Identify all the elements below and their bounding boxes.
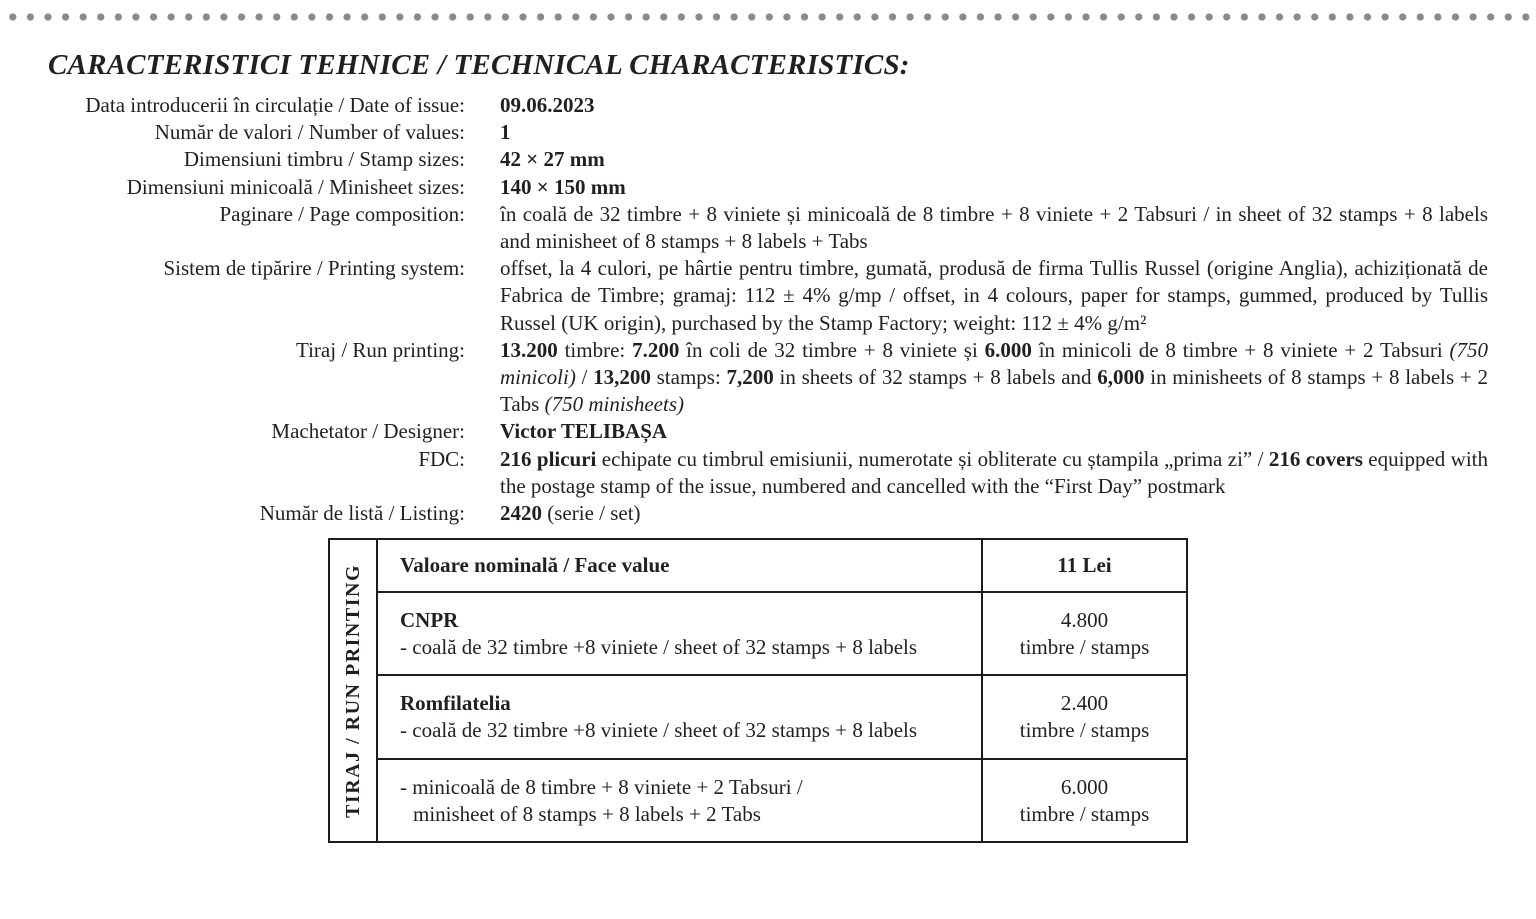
row-description-cell	[378, 760, 981, 841]
row-org-name: Romfilatelia	[400, 691, 511, 715]
row-description-line1: - minicoală de 8 timbre + 8 viniete + 2 Tabsuri /	[400, 774, 803, 799]
table-row-romfilatelia	[378, 676, 1186, 760]
field-row-page-composition	[0, 201, 1492, 255]
field-row-minisheet-sizes	[0, 174, 1492, 201]
field-label: FDC:	[418, 446, 465, 471]
field-row-designer	[0, 418, 1492, 445]
row-quantity-cell	[981, 593, 1186, 674]
table-row-cnpr	[378, 593, 1186, 676]
field-row-fdc	[0, 446, 1492, 500]
row-description-cell	[378, 593, 981, 674]
field-value: 42 × 27 mm	[500, 147, 605, 172]
row-description-line2: minisheet of 8 stamps + 8 labels + 2 Tabs	[413, 801, 761, 826]
field-label: Data introducerii în circulație / Date of issue:	[85, 93, 465, 117]
field-label: Sistem de tipărire / Printing system:	[163, 256, 465, 281]
field-row-stamp-sizes	[0, 146, 1492, 173]
table-vertical-header-cell	[330, 540, 378, 841]
row-description-cell	[378, 676, 981, 758]
field-value: 140 × 150 mm	[500, 174, 626, 199]
field-row-date-of-issue	[0, 92, 1492, 119]
field-row-printing-system	[0, 255, 1492, 337]
table-header-row	[378, 540, 1186, 593]
dotted-separator	[0, 10, 1536, 24]
page-title: CARACTERISTICI TEHNICE / TECHNICAL CHARACTERISTICS:	[48, 49, 910, 81]
row-quantity: 2.400	[1060, 691, 1109, 715]
row-description: - coală de 32 timbre +8 viniete / sheet of 32 stamps + 8 labels	[400, 634, 918, 659]
field-value: 13.200 timbre: 7.200 în coli de 32 timbre + 8 viniete și 6.000 în minicoli de 8 timbre + 8 viniete + 2 Tabsuri (750 minicoli) / 13,200 stamps: 7,200 in sheets of 32 stamps + 8 labels and 6,000 in minisheets of 8 stamps + 8 labels + 2 Tabs (750 minisheets)	[500, 337, 1488, 417]
table-row-minisheet	[378, 760, 1186, 841]
field-label: Tiraj / Run printing:	[296, 337, 465, 362]
row-description: - coală de 32 timbre +8 viniete / sheet of 32 stamps + 8 labels	[400, 718, 918, 742]
field-value: offset, la 4 culori, pe hârtie pentru timbre, gumată, produsă de firma Tullis Russel (origine Anglia), achiziționată de Fabrica de Timbre; gramaj: 112 ± 4% g/mp / offset, in 4 colours, paper for stamps, gummed, produced by Tullis Russel (UK origin), purchased by the Stamp Factory; weight: 112 ± 4% g/m²	[500, 256, 1488, 335]
row-quantity: 4.800	[1060, 607, 1109, 632]
row-unit: timbre / stamps	[1019, 801, 1150, 826]
field-value: 216 plicuri echipate cu timbrul emisiunii, numerotate și obliterate cu ștampila „prima zi” / 216 covers equipped with the postage stamp of the issue, numbered and cancelled with the “First Day” postmark	[500, 446, 1488, 498]
face-value-amount-cell: 11 Lei	[981, 540, 1186, 591]
field-row-number-of-values	[0, 119, 1492, 146]
field-value: 09.06.2023	[500, 93, 595, 117]
field-row-listing	[0, 500, 1492, 527]
field-label: Număr de valori / Number of values:	[154, 120, 465, 145]
row-unit: timbre / stamps	[1019, 634, 1150, 659]
technical-fields	[0, 92, 1492, 527]
row-org-name: CNPR	[400, 607, 459, 632]
field-label: Machetator / Designer:	[271, 419, 465, 444]
row-quantity-cell	[981, 676, 1186, 758]
table-vertical-label: TIRAJ / RUN PRINTING	[341, 563, 364, 818]
table-body	[378, 540, 1186, 841]
field-value: în coală de 32 timbre + 8 viniete și minicoală de 8 timbre + 8 viniete + 2 Tabsuri / in sheet of 32 stamps + 8 labels and minisheet of 8 stamps + 8 labels + Tabs	[500, 201, 1488, 254]
row-unit: timbre / stamps	[1019, 718, 1150, 742]
field-label: Dimensiuni timbru / Stamp sizes:	[183, 147, 465, 172]
row-quantity: 6.000	[1060, 774, 1109, 799]
field-value: 2420 (serie / set)	[500, 501, 641, 526]
field-row-run-printing	[0, 337, 1492, 419]
field-value: 1	[500, 120, 511, 145]
field-label: Număr de listă / Listing:	[259, 501, 465, 526]
field-value: Victor TELIBAȘA	[500, 419, 668, 444]
face-value-header-cell: Valoare nominală / Face value	[400, 553, 670, 577]
field-label: Dimensiuni minicoală / Minisheet sizes:	[126, 174, 465, 199]
row-quantity-cell	[981, 760, 1186, 841]
run-printing-table	[328, 538, 1188, 843]
field-label: Paginare / Page composition:	[219, 201, 465, 226]
